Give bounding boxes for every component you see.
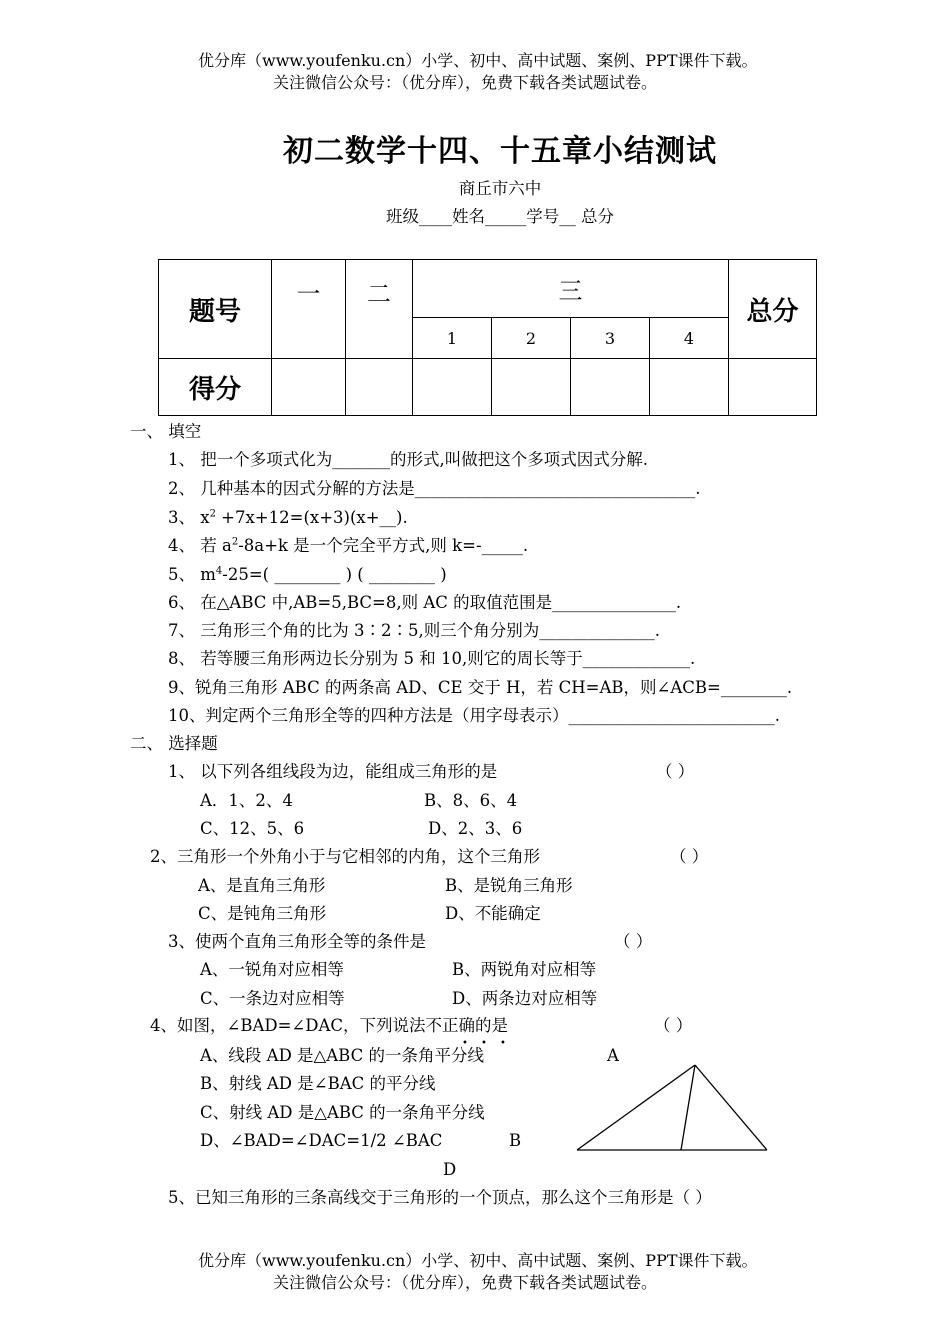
- segment-ad: [681, 1065, 695, 1150]
- section-2-heading: 二、 选择题: [130, 734, 218, 753]
- fill-question-3: 3、 $x^2$ +7x+12=(x+3)(x+__).: [168, 508, 408, 527]
- side-ab: [577, 1065, 695, 1150]
- section-three-header: 三: [413, 260, 729, 318]
- header-line-2: 关注微信公众号：（优分库），免费下载各类试题试卷。: [273, 73, 658, 92]
- score-cell: [413, 359, 492, 416]
- sub-question-2: 2: [492, 318, 571, 359]
- choice-option: D、∠BAD=∠DAC=1/2 ∠BAC: [200, 1131, 443, 1150]
- section-one-header: 一: [272, 260, 346, 359]
- score-label: 得分: [159, 359, 272, 416]
- student-info-line: 班级____姓名_____学号__ 总分: [386, 207, 614, 226]
- choice-option: C、12、5、6: [200, 819, 305, 838]
- section-1-heading: 一、 填空: [130, 422, 202, 441]
- choice-answer-paren-3: （ ）: [614, 932, 653, 951]
- choice-option: A、是直角三角形: [198, 876, 326, 895]
- choice-option: D、两条边对应相等: [452, 989, 598, 1008]
- fill-question-8: 8、 若等腰三角形两边长分别为 5 和 10,则它的周长等于_____________.: [168, 649, 696, 668]
- choice-option: D、不能确定: [445, 904, 541, 923]
- score-cell: [492, 359, 571, 416]
- choice-option: A．1、2、4: [200, 791, 293, 810]
- choice-option: B、射线 AD 是∠BAC 的平分线: [200, 1074, 436, 1093]
- vertex-label-b: B: [509, 1131, 522, 1150]
- choice-answer-paren-1: （ ）: [656, 762, 695, 781]
- sub-question-1: 1: [413, 318, 492, 359]
- total-header: 总分: [729, 260, 817, 359]
- choice-option: B、是锐角三角形: [445, 876, 573, 895]
- choice-question-4: 4、如图，∠BAD=∠DAC，下列说法不正确的是: [150, 1016, 509, 1035]
- score-cell: [729, 359, 817, 416]
- vertex-label-a: A: [607, 1046, 619, 1065]
- question-number-label: 题号: [159, 260, 272, 359]
- choice-option: D、2、3、6: [428, 819, 523, 838]
- fill-question-7: 7、 三角形三个角的比为 3∶2∶5,则三个角分别为______________.: [168, 621, 660, 640]
- fill-question-4: 4、 若 $a^2-8a+k$ 是一个完全平方式,则 k=-_____.: [168, 536, 529, 555]
- score-cell: [272, 359, 346, 416]
- emphasis-dot: •: [500, 1038, 506, 1049]
- score-cell: [571, 359, 650, 416]
- sub-question-4: 4: [650, 318, 729, 359]
- emphasis-dot: •: [462, 1038, 468, 1049]
- fill-question-10: 10、判定两个三角形全等的四种方法是（用字母表示）_________________________.: [168, 706, 780, 725]
- choice-option: B、8、6、4: [424, 791, 518, 810]
- fill-question-5: 5、 $m^4-25=$( ________ ) ( ________ ): [168, 565, 447, 584]
- choice-option: B、两锐角对应相等: [452, 960, 597, 979]
- choice-question-5: 5、已知三角形的三条高线交于三角形的一个顶点，那么这个三角形是（ ）: [168, 1188, 712, 1207]
- fill-question-2: 2、 几种基本的因式分解的方法是__________________________________.: [168, 479, 701, 498]
- score-cell: [650, 359, 729, 416]
- fill-question-9: 9、锐角三角形 ABC 的两条高 AD、CE 交于 H，若 CH=AB，则∠ACB=________.: [168, 678, 793, 697]
- fill-question-6: 6、 在△ABC 中,AB=5,BC=8,则 AC 的取值范围是_______________.: [168, 593, 682, 612]
- school-name: 商丘市六中: [458, 179, 542, 198]
- choice-option: C、一条边对应相等: [200, 989, 345, 1008]
- emphasis-dot: •: [481, 1038, 487, 1049]
- point-label-d: D: [443, 1160, 457, 1179]
- choice-answer-paren-4: （ ）: [654, 1016, 693, 1035]
- score-cell: [346, 359, 413, 416]
- choice-option: C、射线 AD 是△ABC 的一条角平分线: [200, 1103, 485, 1122]
- choice-option: A、一锐角对应相等: [200, 960, 344, 979]
- choice-question-3: 3、使两个直角三角形全等的条件是: [168, 932, 426, 951]
- triangle-figure: [570, 1058, 780, 1158]
- choice-option: A、线段 AD 是△ABC 的一条角平分线: [200, 1046, 484, 1065]
- score-table: [158, 259, 817, 416]
- side-ac: [695, 1065, 767, 1150]
- header-line-1: 优分库（www.youfenku.cn）小学、初中、高中试题、案例、PPT课件下载。: [198, 51, 758, 70]
- choice-question-2: 2、三角形一个外角小于与它相邻的内角，这个三角形: [150, 847, 540, 866]
- sub-question-3: 3: [571, 318, 650, 359]
- fill-question-1: 1、 把一个多项式化为_______的形式,叫做把这个多项式因式分解.: [168, 450, 648, 469]
- choice-answer-paren-2: （ ）: [670, 847, 709, 866]
- footer-line-1: 优分库（www.youfenku.cn）小学、初中、高中试题、案例、PPT课件下载。: [198, 1251, 758, 1270]
- choice-option: C、是钝角三角形: [198, 904, 327, 923]
- section-two-header: 二: [346, 260, 413, 359]
- choice-question-1: 1、 以下列各组线段为边，能组成三角形的是: [168, 762, 498, 781]
- page-title: 初二数学十四、十五章小结测试: [283, 134, 717, 169]
- footer-line-2: 关注微信公众号：（优分库），免费下载各类试题试卷。: [273, 1273, 658, 1292]
